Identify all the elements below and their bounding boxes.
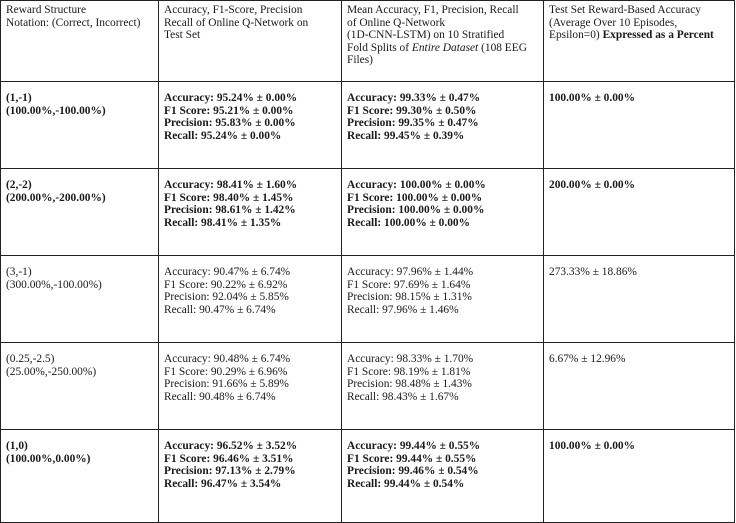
- table-row: [1, 256, 735, 343]
- header-reward-structure: Reward Structure Notation: (Correct, Incorrect): [1, 1, 159, 82]
- reward-accuracy-cell: 6.67% ± 12.96%: [544, 343, 735, 430]
- cv-metrics-cell: Accuracy: 100.00% ± 0.00% F1 Score: 100.00% ± 0.00% Precision: 100.00% ± 0.00% Recall: 100.00% ± 0.00%: [342, 169, 544, 256]
- table-row: [1, 430, 735, 523]
- reward-structure-cell: (2,-2) (200.00%,-200.00%): [1, 169, 159, 256]
- cv-metrics-cell: Accuracy: 98.33% ± 1.70% F1 Score: 98.19% ± 1.81% Precision: 98.48% ± 1.43% Recall: 98.43% ± 1.67%: [342, 343, 544, 430]
- test-metrics-cell: Accuracy: 95.24% ± 0.00% F1 Score: 95.21% ± 0.00% Precision: 95.83% ± 0.00% Recall: 95.24% ± 0.00%: [159, 82, 342, 169]
- reward-structure-cell: (3,-1) (300.00%,-100.00%): [1, 256, 159, 343]
- reward-structure-cell: (1,-1) (100.00%,-100.00%): [1, 82, 159, 169]
- table-row: [1, 343, 735, 430]
- header-row: [1, 1, 735, 82]
- reward-accuracy-cell: 200.00% ± 0.00%: [544, 169, 735, 256]
- reward-structure-cell: (1,0) (100.00%,0.00%): [1, 430, 159, 523]
- header-cross-validation: Mean Accuracy, F1, Precision, Recall of Online Q-Network (1D-CNN-LSTM) on 10 Stratified Fold Splits of Entire Dataset (108 EEG Files): [342, 1, 544, 82]
- test-metrics-cell: Accuracy: 90.47% ± 6.74% F1 Score: 90.22% ± 6.92% Precision: 92.04% ± 5.85% Recall: 90.47% ± 6.74%: [159, 256, 342, 343]
- test-metrics-cell: Accuracy: 98.41% ± 1.60% F1 Score: 98.40% ± 1.45% Precision: 98.61% ± 1.42% Recall: 98.41% ± 1.35%: [159, 169, 342, 256]
- test-metrics-cell: Accuracy: 90.48% ± 6.74% F1 Score: 90.29% ± 6.96% Precision: 91.66% ± 5.89% Recall: 90.48% ± 6.74%: [159, 343, 342, 430]
- cv-metrics-cell: Accuracy: 99.33% ± 0.47% F1 Score: 99.30% ± 0.50% Precision: 99.35% ± 0.47% Recall: 99.45% ± 0.39%: [342, 82, 544, 169]
- reward-accuracy-cell: 100.00% ± 0.00%: [544, 82, 735, 169]
- cv-metrics-cell: Accuracy: 99.44% ± 0.55% F1 Score: 99.44% ± 0.55% Precision: 99.46% ± 0.54% Recall: 99.44% ± 0.54%: [342, 430, 544, 523]
- header-reward-accuracy: Test Set Reward-Based Accuracy (Average Over 10 Episodes, Epsilon=0) Expressed as a Percent: [544, 1, 735, 82]
- reward-accuracy-cell: 100.00% ± 0.00%: [544, 430, 735, 523]
- test-metrics-cell: Accuracy: 96.52% ± 3.52% F1 Score: 96.46% ± 3.51% Precision: 97.13% ± 2.79% Recall: 96.47% ± 3.54%: [159, 430, 342, 523]
- reward-structure-cell: (0.25,-2.5) (25.00%,-250.00%): [1, 343, 159, 430]
- table-row: [1, 82, 735, 169]
- header-online-qnetwork-test: Accuracy, F1-Score, Precision Recall of Online Q-Network on Test Set: [159, 1, 342, 82]
- table-row: [1, 169, 735, 256]
- reward-accuracy-cell: 273.33% ± 18.86%: [544, 256, 735, 343]
- cv-metrics-cell: Accuracy: 97.96% ± 1.44% F1 Score: 97.69% ± 1.64% Precision: 98.15% ± 1.31% Recall: 97.96% ± 1.46%: [342, 256, 544, 343]
